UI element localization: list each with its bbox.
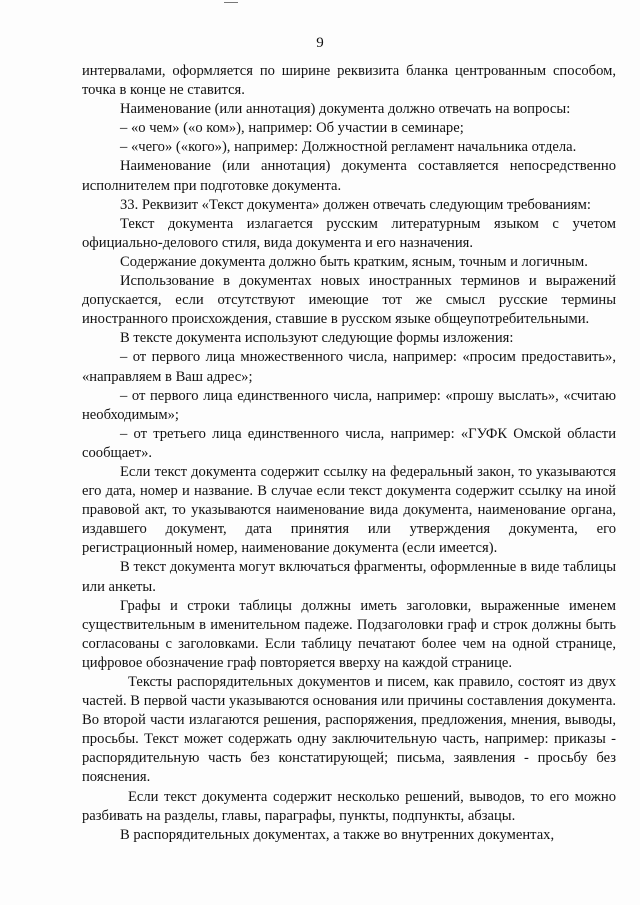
page-number: 9 [316,35,324,51]
paragraph: В тексте документа используют следующие формы изложения: [120,330,514,347]
paragraph: интервалами, оформляется по ширине реквизита бланка центрованным способом, точка в конце не ставится. [82,63,616,99]
paragraph: Если текст документа содержит несколько решений, выводов, то его можно разбивать на разделы, главы, параграфы, пункты, подпункты, абзацы. [82,788,616,824]
paragraph: Наименование (или аннотация) документа должно отвечать на вопросы: [120,101,571,118]
paragraph: – от первого лица единственного числа, например: «прошу выслать», «считаю необходимым»; [82,387,616,423]
paragraph: Текст документа излагается русским литературным языком с учетом официально-делового стиля, вида документа и его назначения. [82,215,616,251]
document-body [82,62,616,845]
paragraph: В текст документа могут включаться фрагменты, оформленные в виде таблицы или анкеты. [82,559,616,595]
paragraph: Тексты распорядительных документов и писем, как правило, состоят из двух частей. В первой части указываются основания или причины составления документа. Во второй части излагаются решения, распоряжения, предложения, мнения, выводы, просьбы. Текст может содержать одну заключительную часть, например: приказы - распорядительную часть без констатирующей; письма, заявления - просьбу без пояснения. [82,674,616,786]
paragraph: – «чего» («кого»), например: Должностной регламент начальника отдела. [120,139,577,156]
paragraph: В распорядительных документах, а также во внутренних документах, [120,826,555,843]
paragraph: – «о чем» («о ком»), например: Об участии в семинаре; [120,120,464,137]
paragraph: 33. Реквизит «Текст документа» должен отвечать следующим требованиям: [120,196,591,213]
scan-mark [224,2,238,3]
paragraph: – от третьего лица единственного числа, например: «ГУФК Омской области сообщает». [82,425,616,461]
paragraph: Использование в документах новых иностранных терминов и выражений допускается, если отсутствуют имеющие тот же смысл русские термины иностранного происхождения, ставшие в русском языке общеупотребительными. [82,273,616,328]
paragraph: Графы и строки таблицы должны иметь заголовки, выраженные именем существительным в именительном падеже. Подзаголовки граф и строк должны быть согласованы с заголовками. Если таблицу печатают более чем на одной странице, цифровое обозначение граф повторяется вверху на каждой странице. [82,597,616,671]
paragraph: Содержание документа должно быть кратким, ясным, точным и логичным. [120,253,588,270]
paragraph: – от первого лица множественного числа, например: «просим предоставить», «направляем в Ваш адрес»; [82,349,616,385]
paragraph: Наименование (или аннотация) документа составляется непосредственно исполнителем при подготовке документа. [82,158,616,194]
paragraph: Если текст документа содержит ссылку на федеральный закон, то указываются его дата, номер и название. В случае если текст документа содержит ссылку на иной правовой акт, то указываются наименование вида документа, наименование органа, издавшего документ, дата принятия или утверждения документа, его регистрационный номер, наименование документа (если имеется). [82,463,616,557]
